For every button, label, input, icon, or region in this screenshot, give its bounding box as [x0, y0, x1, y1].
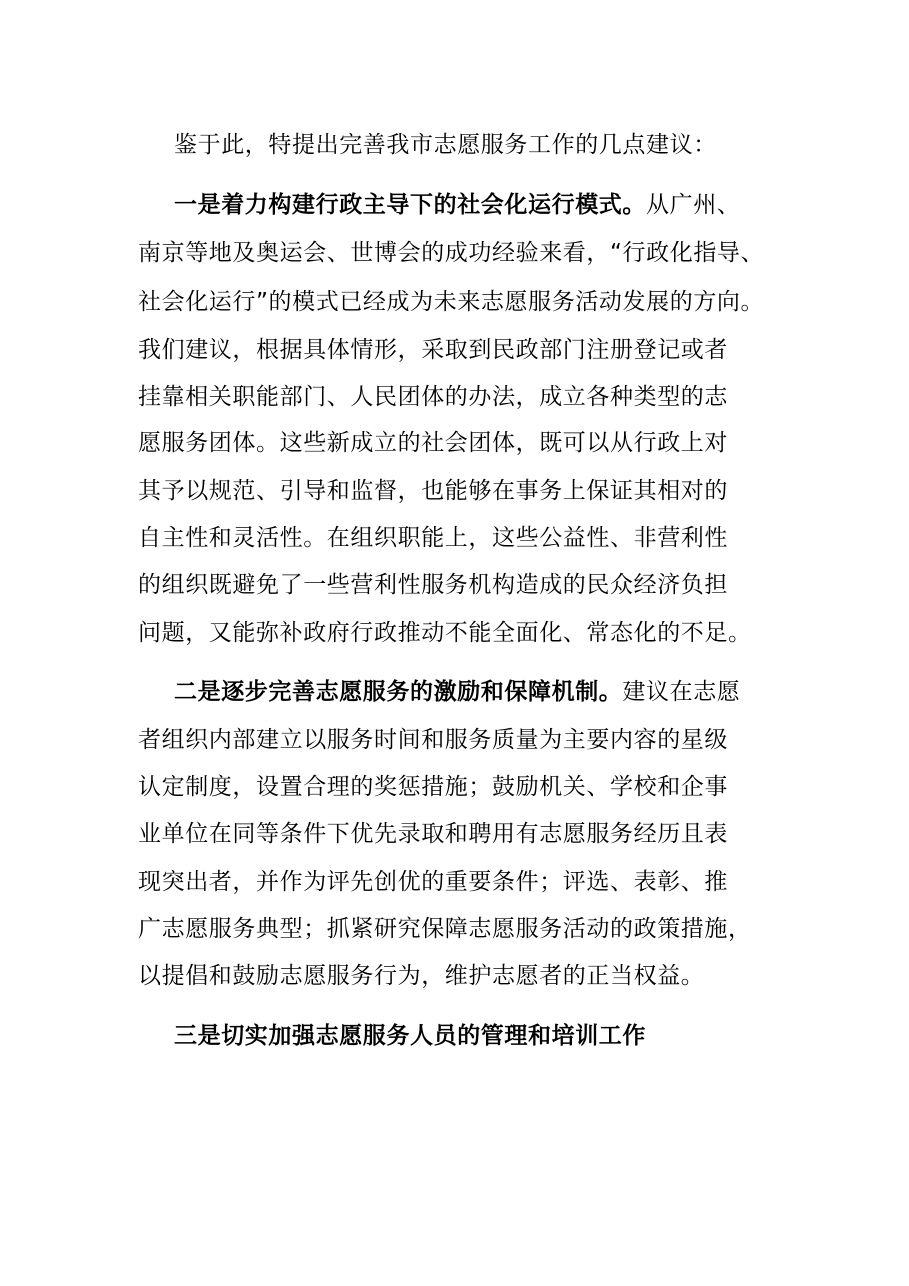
- paragraph-2-line-1: 者组织内部建立以服务时间和服务质量为主要内容的星级: [138, 727, 728, 753]
- paragraph-1-first-line: [174, 190, 740, 220]
- paragraph-2-first-line: [174, 677, 740, 707]
- paragraph-1-line-2: 社会化运行”的模式已经成为未来志愿服务活动发展的方向。: [138, 289, 765, 315]
- paragraph-1-line-6: 其予以规范、引导和监督，也能够在事务上保证其相对的: [138, 478, 728, 504]
- paragraph-1-line-4: 挂靠相关职能部门、人民团体的办法，成立各种类型的志: [138, 384, 728, 410]
- paragraph-1-line-8: 的组织既避免了一些营利性服务机构造成的民众经济负担: [138, 572, 728, 598]
- paragraph-1-line-7: 自主性和灵活性。在组织职能上，这些公益性、非营利性: [138, 525, 728, 551]
- paragraph-2-line-0: 建议在志愿: [622, 679, 741, 705]
- paragraph-2-line-3: 业单位在同等条件下优先录取和聘用有志愿服务经历且表: [138, 821, 728, 847]
- paragraph-1-line-3: 我们建议，根据具体情形，采取到民政部门注册登记或者: [138, 337, 728, 363]
- paragraph-1-line-5: 愿服务团体。这些新成立的社会团体，既可以从行政上对: [138, 430, 728, 456]
- paragraph-2-line-4: 现突出者，并作为评先创优的重要条件；评选、表彰、推: [138, 869, 728, 895]
- paragraph-2-line-2: 认定制度，设置合理的奖惩措施；鼓励机关、学校和企事: [138, 774, 728, 800]
- paragraph-1-line-1: 南京等地及奥运会、世博会的成功经验来看，“行政化指导、: [138, 240, 765, 266]
- paragraph-1-heading: 一是着力构建行政主导下的社会化运行模式。: [174, 192, 646, 218]
- paragraph-2-line-6: 以提倡和鼓励志愿服务行为，维护志愿者的正当权益。: [138, 963, 705, 989]
- paragraph-2-line-5: 广志愿服务典型；抓紧研究保障志愿服务活动的政策措施，: [138, 916, 752, 942]
- paragraph-3-heading: 三是切实加强志愿服务人员的管理和培训工作: [174, 1023, 646, 1049]
- intro-text: 鉴于此，特提出完善我市志愿服务工作的几点建议：: [174, 132, 717, 158]
- paragraph-1-line-0: 从广州、: [646, 192, 741, 218]
- paragraph-1-line-9: 问题，又能弥补政府行政推动不能全面化、常态化的不足。: [138, 620, 752, 646]
- intro-line: [174, 130, 717, 160]
- paragraph-2-heading: 二是逐步完善志愿服务的激励和保障机制。: [174, 679, 623, 705]
